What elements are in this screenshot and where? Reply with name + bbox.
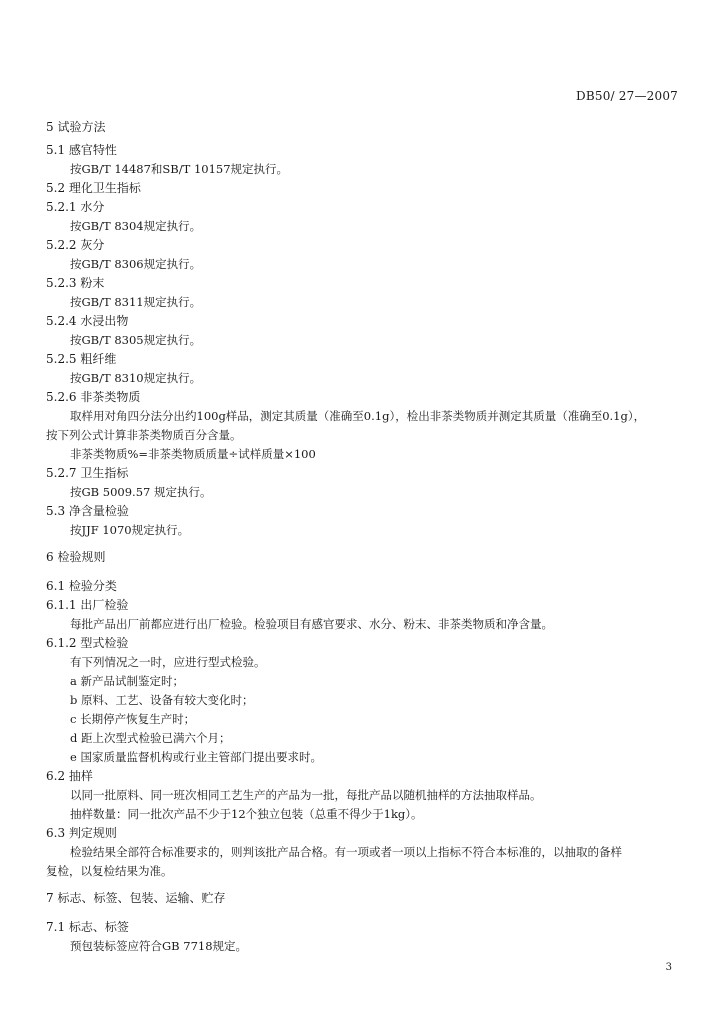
subsection-heading: 5.2.1 水分	[46, 200, 105, 214]
subsection-heading: 6.1.2 型式检验	[46, 636, 129, 650]
page-number: 3	[665, 962, 672, 973]
section-heading: 5 试验方法	[46, 120, 106, 134]
section-heading: 6 检验规则	[46, 550, 106, 564]
paragraph: 有下列情况之一时，应进行型式检验。	[70, 655, 266, 669]
subsection-heading: 5.2.7 卫生指标	[46, 466, 129, 480]
paragraph: 按下列公式计算非茶类物质百分含量。	[46, 428, 242, 442]
subsection-heading: 5.1 感官特性	[46, 143, 117, 157]
paragraph: 取样用对角四分法分出约100g样品，测定其质量（准确至0.1g），检出非茶类物质并测定其质量（准确至0.1g），	[70, 409, 646, 423]
subsection-heading: 5.2.3 粉末	[46, 276, 105, 290]
subsection-heading: 6.1 检验分类	[46, 579, 117, 593]
list-item: e 国家质量监督机构或行业主管部门提出要求时。	[70, 750, 322, 764]
paragraph: 预包装标签应符合GB 7718规定。	[70, 939, 248, 953]
subsection-heading: 5.2.4 水浸出物	[46, 314, 129, 328]
subsection-heading: 6.3 判定规则	[46, 826, 117, 840]
subsection-heading: 5.2 理化卫生指标	[46, 181, 141, 195]
paragraph: 按GB 5009.57 规定执行。	[70, 485, 212, 499]
document-code: DB50/ 27—2007	[576, 89, 678, 103]
section-heading: 7 标志、标签、包装、运输、贮存	[46, 891, 226, 905]
subsection-heading: 5.2.5 粗纤维	[46, 352, 117, 366]
paragraph: 按GB/T 14487和SB/T 10157规定执行。	[70, 162, 289, 176]
formula: 非茶类物质%=非茶类物质质量÷试样质量×100	[70, 447, 316, 461]
paragraph: 按GB/T 8311规定执行。	[70, 295, 202, 309]
paragraph: 抽样数量：同一批次产品不少于12个独立包装（总重不得少于1kg）。	[70, 807, 423, 821]
subsection-heading: 6.1.1 出厂检验	[46, 598, 129, 612]
subsection-heading: 7.1 标志、标签	[46, 920, 129, 934]
subsection-heading: 6.2 抽样	[46, 769, 93, 783]
paragraph: 按JJF 1070规定执行。	[70, 523, 190, 537]
subsection-heading: 5.3 净含量检验	[46, 504, 129, 518]
paragraph: 按GB/T 8305规定执行。	[70, 333, 202, 347]
paragraph: 按GB/T 8306规定执行。	[70, 257, 202, 271]
list-item: b 原料、工艺、设备有较大变化时；	[70, 693, 254, 707]
paragraph: 以同一批原料、同一班次相同工艺生产的产品为一批，每批产品以随机抽样的方法抽取样品。	[70, 788, 542, 802]
subsection-heading: 5.2.6 非茶类物质	[46, 390, 141, 404]
paragraph: 复检，以复检结果为准。	[46, 864, 173, 878]
subsection-heading: 5.2.2 灰分	[46, 238, 105, 252]
paragraph: 按GB/T 8310规定执行。	[70, 371, 202, 385]
paragraph: 检验结果全部符合标准要求的，则判该批产品合格。有一项或者一项以上指标不符合本标准的，以抽取的备样	[70, 845, 622, 859]
list-item: d 距上次型式检验已满六个月；	[70, 731, 231, 745]
paragraph: 按GB/T 8304规定执行。	[70, 219, 202, 233]
paragraph: 每批产品出厂前都应进行出厂检验。检验项目有感官要求、水分、粉末、非茶类物质和净含量。	[70, 617, 553, 631]
list-item: a 新产品试制鉴定时；	[70, 674, 185, 688]
list-item: c 长期停产恢复生产时；	[70, 712, 196, 726]
